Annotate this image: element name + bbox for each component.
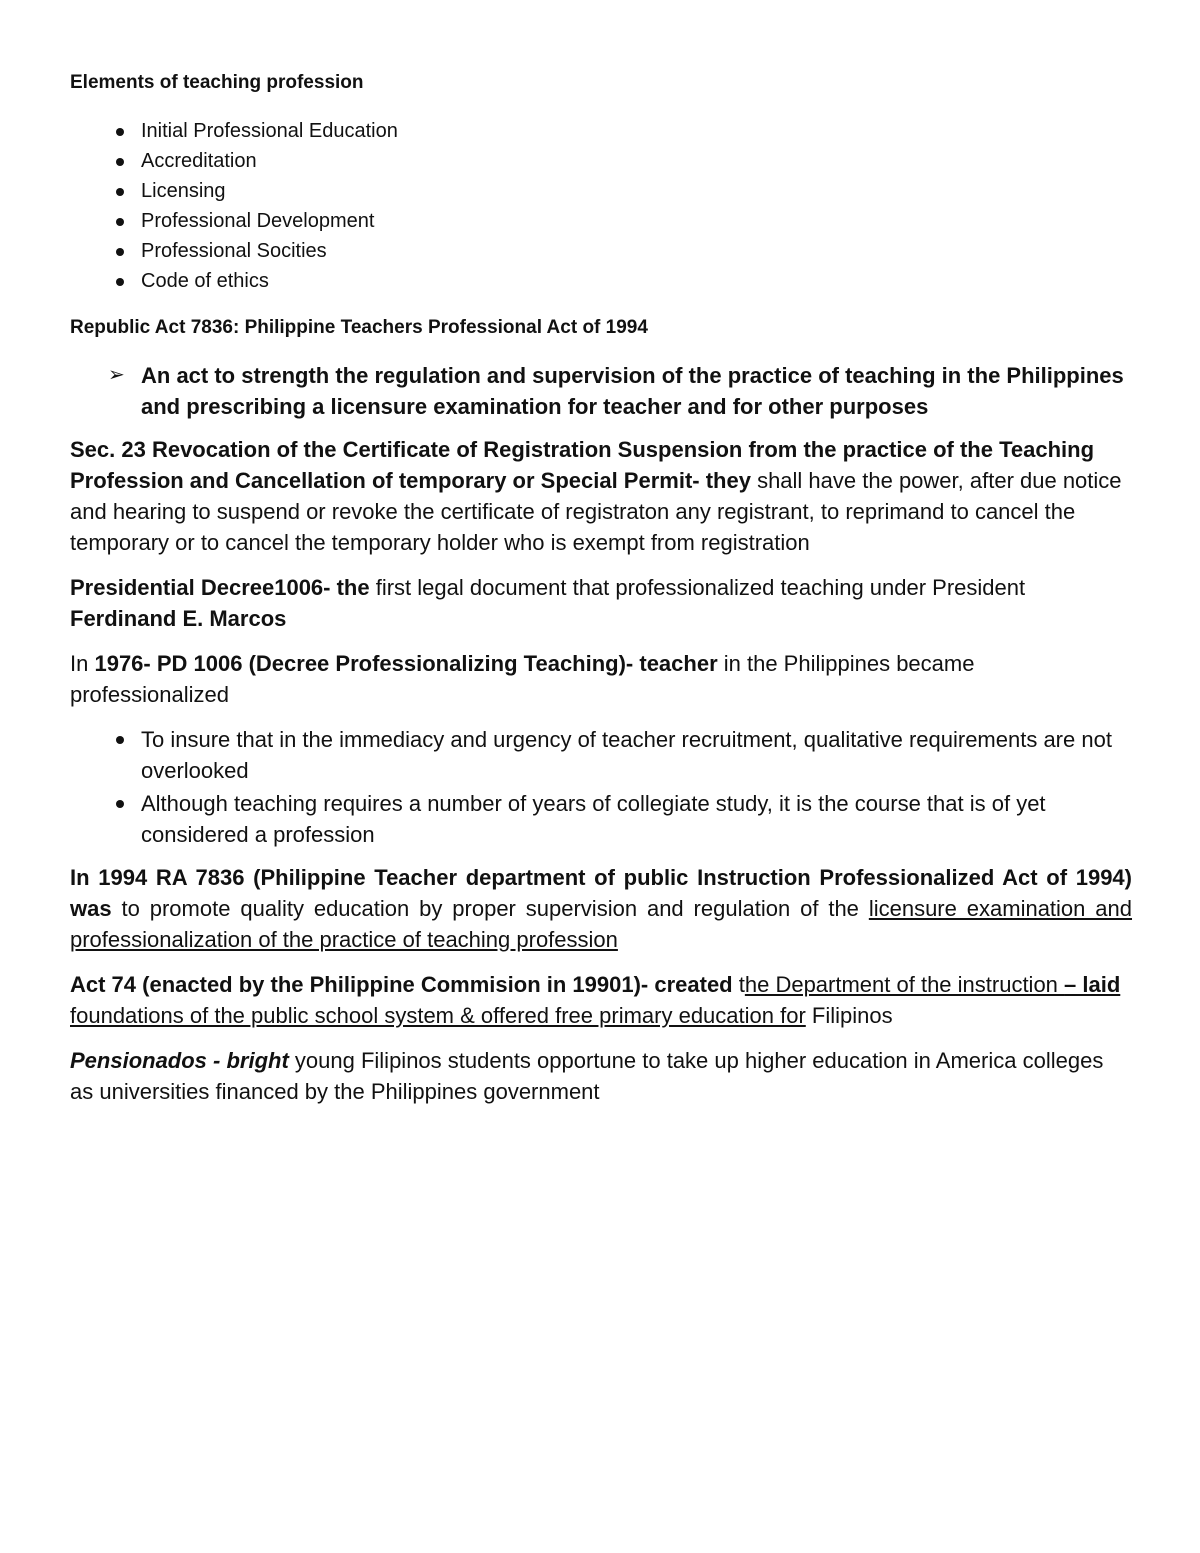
ra7836-heading: Republic Act 7836: Philippine Teachers Professional Act of 1994 <box>70 317 648 338</box>
bullet-icon <box>116 800 124 808</box>
pd1006-bold: Presidential Decree1006- the <box>70 575 370 600</box>
ra1994-text: to promote quality education by proper supervision and regulation of the <box>111 896 869 921</box>
sec23-paragraph <box>70 434 1132 558</box>
in1976-text: in the Philippines became professionalized <box>70 651 975 707</box>
pd1006-president: Ferdinand E. Marcos <box>70 606 287 631</box>
pd1006-text: first legal document that professionalized teaching under President <box>369 575 1026 600</box>
list-item: Although teaching requires a number of years of collegiate study, it is the course that is of yet considered a profession <box>70 788 1132 850</box>
bullet-icon <box>116 158 124 166</box>
elements-heading: Elements of teaching profession <box>70 72 364 93</box>
list-item: Licensing <box>70 176 1132 206</box>
list-item: Initial Professional Education <box>70 116 1132 146</box>
act74-bold: Act 74 (enacted by the Philippine Commision in 19901)- created <box>70 972 733 997</box>
ra1994-bold: In 1994 RA 7836 (Philippine Teacher department of public Instruction Professionalized Act of 1994) was <box>70 865 1132 921</box>
bullet-icon <box>116 128 124 136</box>
ra7836-arrow-item <box>70 360 1132 422</box>
bullet-icon <box>116 188 124 196</box>
in1976-paragraph: In 1976- PD 1006 (Decree Professionalizing Teaching)- teacher in the Philippines became professionalized <box>70 651 975 707</box>
sec23-text: shall have the power, after due notice and hearing to suspend or revoke the certificate of registraton any registrant, to reprimand to cancel the temporary or to cancel the temporary holder who is exempt from registration <box>70 468 1122 555</box>
ra1994-paragraph <box>70 862 1132 955</box>
teaching-points-list <box>70 724 1132 850</box>
pensionados-text: young Filipinos students opportune to take up higher education in America colleges as universities financed by the Philippines government <box>70 1048 1104 1104</box>
ra7836-description: An act to strength the regulation and supervision of the practice of teaching in the Philippines and prescribing a licensure examination for teacher and for other purposes <box>141 363 1124 419</box>
bullet-icon <box>116 736 124 744</box>
arrow-bullet-icon: ➢ <box>108 364 125 386</box>
sec23-bold: Sec. 23 Revocation of the Certificate of Registration Suspension from the practice of the Teaching Profession and Cancellation of temporary or Special Permit- they <box>70 437 1095 493</box>
list-item: To insure that in the immediacy and urgency of teacher recruitment, qualitative requirements are not overlooked <box>70 724 1132 786</box>
list-item: Code of ethics <box>70 266 1132 296</box>
in1976-bold: 1976- PD 1006 (Decree Professionalizing Teaching)- teacher <box>94 651 718 676</box>
list-item: Professional Socities <box>70 236 1132 266</box>
bullet-icon <box>116 278 124 286</box>
pd1006-paragraph <box>70 572 1132 634</box>
bullet-icon <box>116 218 124 226</box>
pensionados-paragraph <box>70 1045 1132 1107</box>
list-item: Accreditation <box>70 146 1132 176</box>
pensionados-term: Pensionados - bright <box>70 1048 289 1073</box>
act74-paragraph: Act 74 (enacted by the Philippine Commision in 19901)- created the Department of the instruction – laid foundations of the public school system & offered free primary education for Filipinos <box>70 972 1121 1028</box>
ra1994-underline: licensure examination and professionalization of the practice of teaching profession <box>70 896 1133 952</box>
elements-list <box>70 116 1132 296</box>
list-item: Professional Development <box>70 206 1132 236</box>
document-page <box>70 70 1132 1107</box>
bullet-icon <box>116 248 124 256</box>
